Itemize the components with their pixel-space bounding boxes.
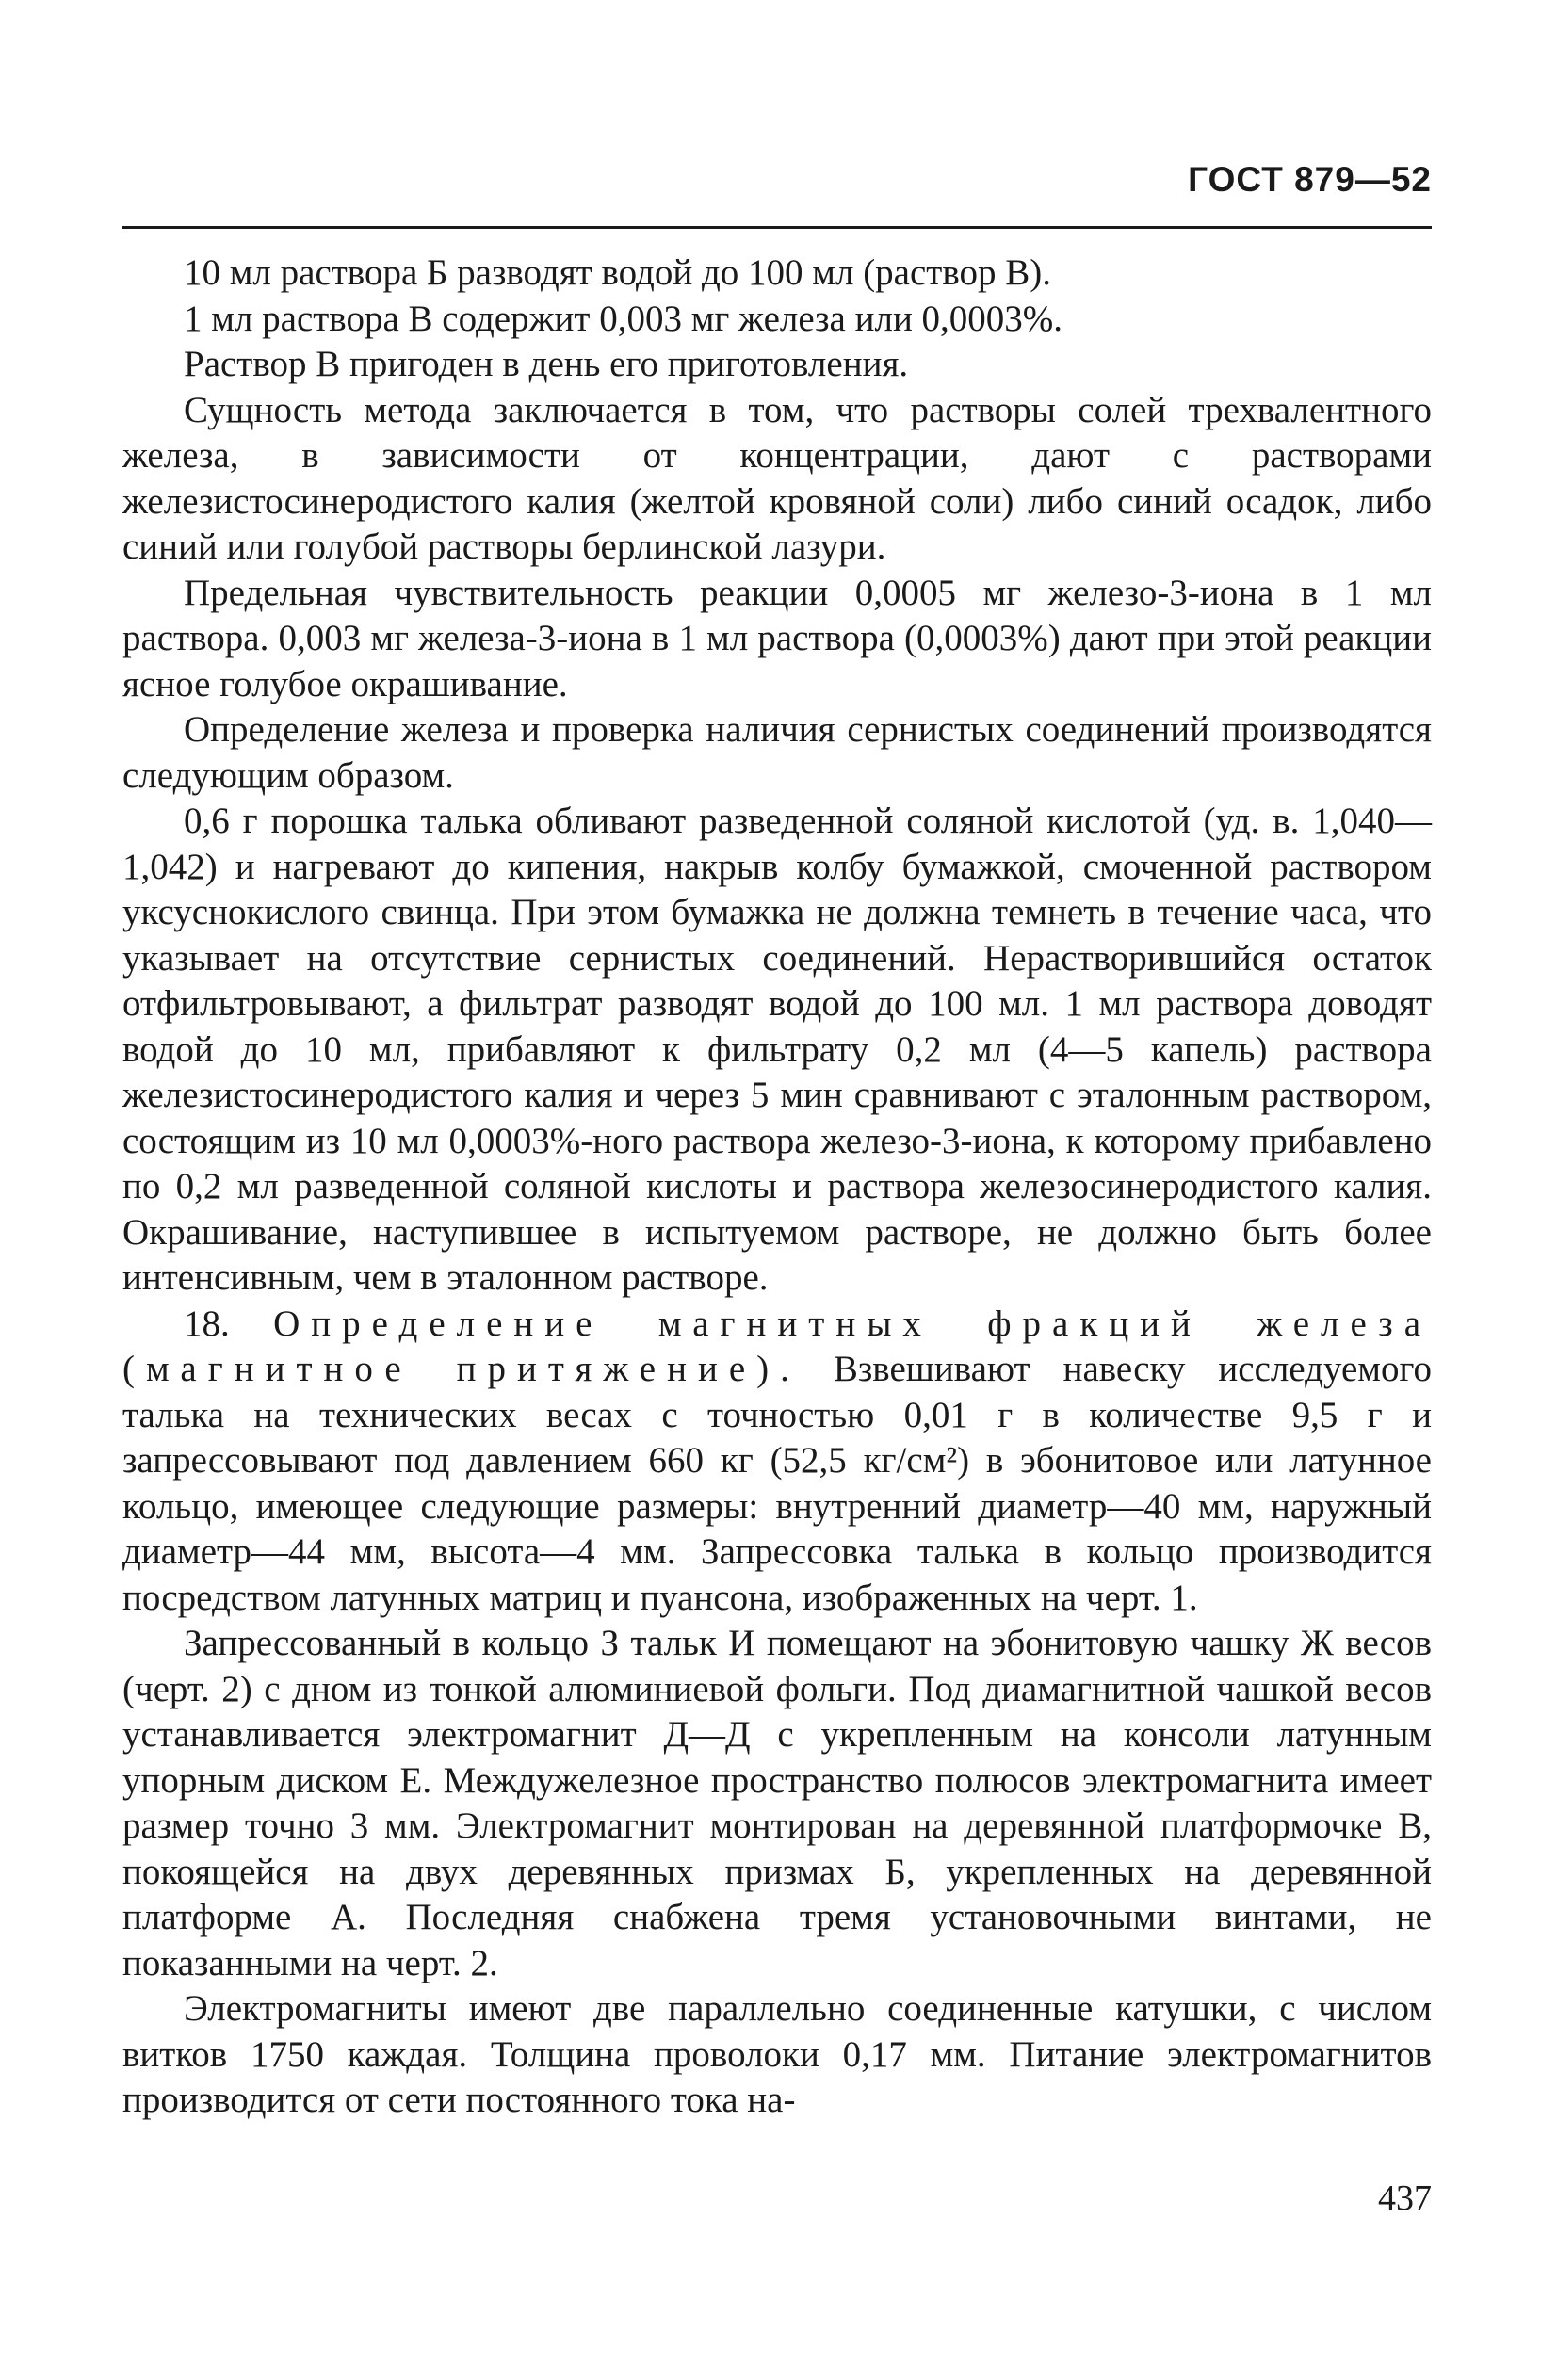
header-rule xyxy=(122,226,1432,229)
section-number: 18. xyxy=(184,1303,230,1344)
paragraph-solution-v-content: 1 мл раствора В содержит 0,003 мг железа или 0,0003%. xyxy=(184,298,1063,339)
page-number: 437 xyxy=(1378,2178,1432,2218)
standard-code: ГОСТ 879—52 xyxy=(1188,160,1432,199)
paragraph-ring-on-scale: Запрессованный в кольцо З тальк И помещают на эбонитовую чашку Ж весов (черт. 2) с дном из тонкой алюминиевой фольги. Под диамагнитной чашкой весов устанавливается электромагнит Д—Д с укрепленным на консоли латунным упорным диском Е. Междужелезное пространство полюсов электромагнита имеет размер точно 3 мм. Электромагнит монтирован на деревянной платформочке В, покоящейся на двух деревянных призмах Б, укрепленных на деревянной платформе А. Последняя снабжена тремя установочными винтами, не показанными на черт. 2. xyxy=(122,1623,1432,1983)
running-header xyxy=(122,160,1432,226)
section-18 xyxy=(122,1302,1432,1622)
section-text: Взвешивают навеску исследуемого талька на технических весах с точностью 0,01 г в количестве 9,5 г и запрессовывают под давлением 660 кг (52,5 кг/см²) в эбонитовое или латунное кольцо, имеющее следующие размеры: внутренний диаметр—40 мм, наружный диаметр—44 мм, высота—4 мм. Запрессовка талька в кольцо производится посредством латунных матриц и пуансона, изображенных на черт. 1. xyxy=(122,1349,1433,1618)
body-text xyxy=(122,251,1432,2124)
paragraph-solution-v-valid: Раствор В пригоден в день его приготовления. xyxy=(184,344,909,384)
paragraph-procedure: 0,6 г порошка талька обливают разведенной соляной кислотой (уд. в. 1,040—1,042) и нагревают до кипения, накрыв колбу бумажкой, смоченной раствором уксуснокислого свинца. При этом бумажка не должна темнеть в течение часа, что указывает на отсутствие сернистых соединений. Нерастворившийся остаток отфильтровывают, а фильтрат разводят водой до 100 мл. 1 мл раствора доводят водой до 10 мл, прибавляют к фильтрату 0,2 мл (4—5 капель) раствора железистосинеродистого калия и через 5 мин сравнивают с эталонным раствором, состоящим из 10 мл 0,0003%-ного раствора железо-3-иона, к которому прибавлено по 0,2 мл разведенной соляной кислоты и раствора железосинеродистого калия. Окрашивание, наступившее в испытуемом растворе, не должно быть более интенсивным, чем в эталонном растворе. xyxy=(122,801,1432,1298)
paragraph-sensitivity: Предельная чувствительность реакции 0,0005 мг железо-3-иона в 1 мл раствора. 0,003 мг железа-3-иона в 1 мл раствора (0,0003%) дают при этой реакции ясное голубое окрашивание. xyxy=(122,572,1432,704)
paragraph-electromagnets: Электромагниты имеют две параллельно соединенные катушки, с числом витков 1750 каждая. Толщина проволоки 0,17 мм. Питание электромагнитов производится от сети постоянного тока на- xyxy=(122,1988,1432,2120)
paragraph-method-essence: Сущность метода заключается в том, что растворы солей трехвалентного железа, в зависимости от концентрации, дают с растворами железистосинеродистого калия (желтой кровяной соли) либо синий осадок, либо синий или голубой растворы берлинской лазури. xyxy=(122,389,1432,567)
paragraph-determination-intro: Определение железа и проверка наличия сернистых соединений производятся следующим образом. xyxy=(122,709,1432,796)
paragraph-solution-v: 10 мл раствора Б разводят водой до 100 мл (раствор В). xyxy=(184,252,1051,293)
section-title: Определение магнитных фракций железа (магнитное притяжение). xyxy=(122,1303,1433,1389)
